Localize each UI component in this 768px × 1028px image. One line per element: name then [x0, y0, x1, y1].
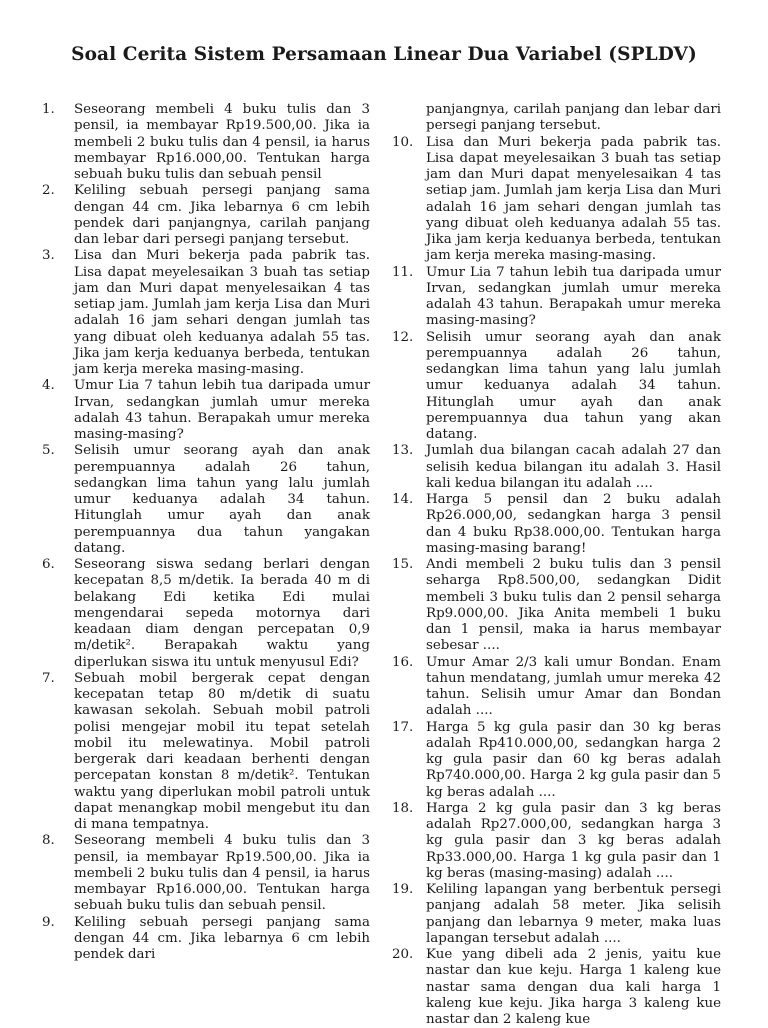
question-item [42, 671, 370, 834]
question-text: Kue yang dibeli ada 2 jenis, yaitu kue nastar dan kue keju. Harga 1 kaleng kue nastar sama dengan dua kali harga 1 kaleng kue keju. Jika harga 3 kaleng kue nastar dan 2 kaleng kue [426, 947, 721, 1027]
question-number: 6. [42, 557, 55, 572]
question-number: 7. [42, 670, 55, 686]
right-column [392, 102, 721, 1028]
question-item [392, 135, 721, 265]
question-item [42, 102, 370, 183]
question-item [42, 378, 370, 443]
question-text: Jumlah dua bilangan cacah adalah 27 dan selisih kedua bilangan itu adalah 3. Hasil kali kedua bilangan itu adalah .... [426, 443, 721, 491]
question-item [392, 655, 721, 720]
question-text: Keliling lapangan yang berbentuk persegi panjang adalah 58 meter. Jika selisih panjang dan lebarnya 9 meter, maka luas lapangan tersebut adalah .... [426, 882, 721, 946]
question-text: Harga 5 kg gula pasir dan 30 kg beras adalah Rp410.000,00, sedangkan harga 2 kg gula pasir dan 60 kg beras adalah Rp740.000,00. Harga 2 kg gula pasir dan 5 kg beras adalah .... [426, 719, 721, 800]
question-text: Umur Amar 2/3 kali umur Bondan. Enam tahun mendatang, jumlah umur mereka 42 tahun. Selisih umur Amar dan Bondan adalah .... [426, 654, 721, 719]
question-number: 20. [392, 947, 414, 962]
question-text: Sebuah mobil bergerak cepat dengan kecepatan tetap 80 m/detik di suatu kawasan sekolah. Sebuah mobil patroli polisi mengejar mobil itu tepat setelah mobil itu melewatinya. Mobil patroli bergerak dari keadaan berhenti dengan percepatan konstan 8 m/detik². Tentukan waktu yang diperlukan mobil patroli untuk dapat menangkap mobil mengebut itu dan di mana tempatnya. [74, 670, 370, 832]
question-number: 1. [42, 102, 55, 117]
question-number: 9. [42, 914, 55, 930]
question-number: 10. [392, 134, 414, 150]
question-text: Seseorang siswa sedang berlari dengan kecepatan 8,5 m/detik. Ia berada 40 m di belakang Edi ketika Edi mulai mengendarai sepeda motornya dari keadaan diam dengan percepatan 0,9 m/detik². Berapakah waktu yang diperlukan siswa itu untuk menyusul Edi? [74, 557, 370, 670]
question-list-left [42, 102, 370, 963]
question-number: 8. [42, 833, 55, 849]
question-number: 4. [42, 378, 55, 394]
question-text: Umur Lia 7 tahun lebih tua daripada umur Irvan, sedangkan jumlah umur mereka adalah 43 tahun. Berapakah umur mereka masing-masing? [74, 378, 370, 442]
question-text: Lisa dan Muri bekerja pada pabrik tas. Lisa dapat meyelesaikan 3 buah tas setiap jam dan Muri dapat menyelesaikan 4 tas setiap jam. Jumlah jam kerja Lisa dan Muri adalah 16 jam sehari dengan jumlah tas yang dibuat oleh keduanya adalah 55 tas. Jika jam kerja keduanya berbeda, tentukan jam kerja mereka masing-masing. [74, 248, 370, 377]
question-number: 12. [392, 329, 414, 345]
question-item [392, 265, 721, 330]
question-text: Andi membeli 2 buku tulis dan 3 pensil seharga Rp8.500,00, sedangkan Didit membeli 3 buku tulis dan 2 pensil seharga Rp9.000,00. Jika Anita membeli 1 buku dan 1 pensil, maka ia harus membayar sebesar .... [426, 557, 721, 654]
question-number: 2. [42, 183, 55, 199]
question-continuation [392, 102, 721, 135]
question-number: 5. [42, 443, 55, 459]
question-number: 16. [392, 654, 414, 670]
question-number: 17. [392, 719, 414, 735]
question-item [392, 330, 721, 444]
question-number: 14. [392, 492, 414, 507]
left-column [42, 102, 370, 963]
question-list-right [392, 102, 721, 1028]
question-text: Selisih umur seorang ayah dan anak perempuannya adalah 26 tahun, sedangkan lima tahun yang lalu jumlah umur keduanya adalah 34 tahun. Hitunglah umur ayah dan anak perempuannya dua tahun yangakan datang. [74, 443, 370, 556]
question-number: 3. [42, 248, 55, 264]
question-item [42, 248, 370, 378]
question-item [392, 947, 721, 1028]
question-item [42, 833, 370, 914]
question-number: 13. [392, 443, 414, 459]
question-text: Seseorang membeli 4 buku tulis dan 3 pensil, ia membayar Rp19.500,00. Jika ia membeli 2 buku tulis dan 4 pensil, ia harus membayar Rp16.000,00. Tentukan harga sebuah buku tulis dan sebuah pensil [74, 102, 370, 182]
question-text: Harga 5 pensil dan 2 buku adalah Rp26.000,00, sedangkan harga 3 pensil dan 4 buku Rp38.000,00. Tentukan harga masing-masing barang! [426, 492, 721, 556]
question-item [392, 720, 721, 801]
question-item [392, 557, 721, 655]
question-item [42, 557, 370, 671]
question-item [42, 443, 370, 557]
question-text: Keliling sebuah persegi panjang sama dengan 44 cm. Jika lebarnya 6 cm lebih pendek dari [74, 914, 370, 962]
question-text: Seseorang membeli 4 buku tulis dan 3 pensil, ia membayar Rp19.500,00. Jika ia membeli 2 buku tulis dan 4 pensil, ia harus membayar Rp16.000,00. Tentukan harga sebuah buku tulis dan sebuah pensil. [74, 833, 370, 914]
question-item [392, 882, 721, 947]
question-number: 19. [392, 882, 414, 897]
question-item [392, 443, 721, 492]
document-title: Soal Cerita Sistem Persamaan Linear Dua Variabel (SPLDV) [71, 44, 697, 65]
question-item [392, 492, 721, 557]
question-text: Selisih umur seorang ayah dan anak perempuannya adalah 26 tahun, sedangkan lima tahun yang lalu jumlah umur keduanya adalah 34 tahun. Hitunglah umur ayah dan anak perempuannya dua tahun yang akan datang. [426, 329, 721, 442]
question-text: Umur Lia 7 tahun lebih tua daripada umur Irvan, sedangkan jumlah umur mereka adalah 43 tahun. Berapakah umur mereka masing-masing? [426, 264, 721, 329]
question-number: 11. [392, 264, 414, 280]
question-item [42, 915, 370, 964]
question-number: 15. [392, 557, 414, 572]
question-text: Lisa dan Muri bekerja pada pabrik tas. Lisa dapat meyelesaikan 3 buah tas setiap jam dan Muri dapat menyelesaikan 4 tas setiap jam. Jumlah jam kerja Lisa dan Muri adalah 16 jam sehari dengan jumlah tas yang dibuat oleh keduanya adalah 55 tas. Jika jam kerja keduanya berbeda, tentukan jam kerja mereka masing-masing. [426, 134, 721, 264]
question-number: 18. [392, 800, 414, 816]
question-item [42, 183, 370, 248]
question-item [392, 801, 721, 882]
question-text: Keliling sebuah persegi panjang sama dengan 44 cm. Jika lebarnya 6 cm lebih pendek dari panjangnya, carilah panjang dan lebar dari persegi panjang tersebut. [74, 183, 370, 247]
question-text: panjangnya, carilah panjang dan lebar dari persegi panjang tersebut. [426, 102, 721, 134]
question-text: Harga 2 kg gula pasir dan 3 kg beras adalah Rp27.000,00, sedangkan harga 3 kg gula pasir dan 3 kg beras adalah Rp33.000,00. Harga 1 kg gula pasir dan 1 kg beras (masing-masing) adalah .... [426, 800, 721, 881]
